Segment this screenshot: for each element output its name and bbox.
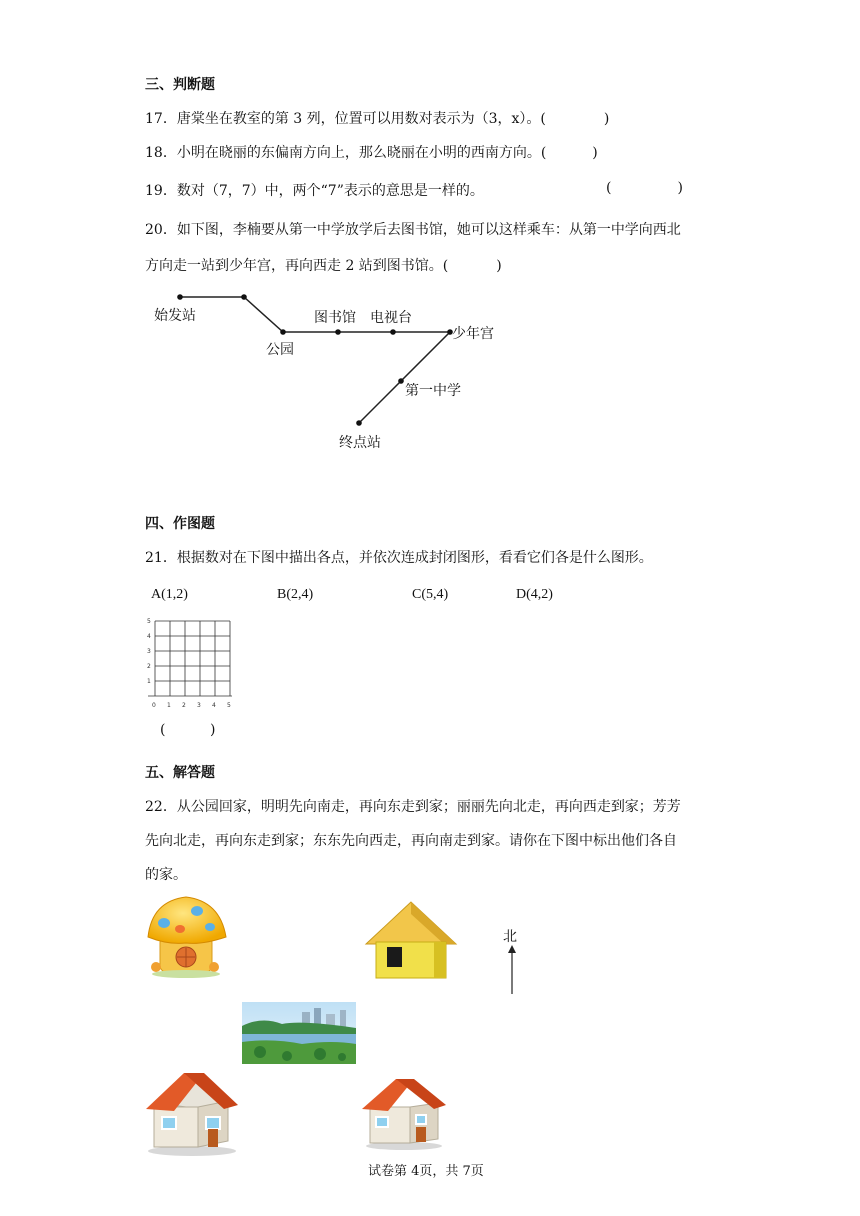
question-18-text: 18．小明在晓丽的东偏南方向上，那么晓丽在小明的西南方向。(	[145, 145, 547, 161]
turn-dot	[241, 294, 247, 300]
north-arrow-icon	[505, 944, 519, 996]
section-heading-solve: 五、解答题	[145, 765, 215, 781]
red-roof-house-right-image	[360, 1075, 448, 1151]
station-dot-end	[356, 420, 362, 426]
north-label: 北	[503, 929, 517, 945]
question-17-text: 17．唐棠坐在教室的第 3 列，位置可以用数对表示为（3，x）。(	[145, 111, 546, 127]
point-c: C(5,4)	[412, 587, 449, 602]
label-tv-station: 电视台	[370, 310, 412, 326]
label-school: 第一中学	[405, 383, 461, 399]
y-tick-5: 5	[147, 618, 151, 625]
answer-blank-21[interactable]: ( )	[160, 722, 216, 738]
section-heading-drawing: 四、作图题	[145, 516, 215, 532]
x-tick-5: 5	[227, 702, 231, 709]
station-dot-park	[280, 329, 286, 335]
y-tick-3: 3	[147, 648, 151, 655]
y-tick-1: 1	[147, 678, 151, 685]
question-19-open: (	[606, 180, 612, 196]
question-17-close: )	[603, 111, 610, 127]
point-d: D(4,2)	[516, 587, 553, 602]
mushroom-house-image	[142, 893, 232, 978]
x-tick-0: 0	[152, 702, 156, 709]
red-roof-house-left-image	[144, 1069, 240, 1157]
question-19-text: 19．数对（7，7）中，两个“7”表示的意思是一样的。	[145, 183, 484, 199]
x-tick-4: 4	[212, 702, 216, 709]
park-photo	[242, 1002, 356, 1064]
point-a: A(1,2)	[151, 587, 188, 602]
question-19-close: )	[677, 180, 683, 196]
station-dot-start	[177, 294, 183, 300]
x-tick-2: 2	[182, 702, 186, 709]
question-20-close: )	[496, 258, 502, 274]
station-dot-school	[398, 378, 404, 384]
label-start-station: 始发站	[154, 308, 196, 324]
question-22-line3: 的家。	[145, 867, 187, 883]
question-22-line2: 先向北走，再向东走到家；东东先向西走，再向南走到家。请你在下图中标出他们各自	[145, 833, 677, 849]
point-b: B(2,4)	[277, 587, 314, 602]
x-tick-1: 1	[167, 702, 171, 709]
question-20-line2-text: 方向走一站到少年宫，再向西走 2 站到图书馆。(	[145, 258, 449, 274]
station-dot-library	[335, 329, 341, 335]
label-end-station: 终点站	[339, 435, 381, 451]
y-tick-4: 4	[147, 633, 151, 640]
station-dot-tv	[390, 329, 396, 335]
question-20-line1: 20．如下图，李楠要从第一中学放学后去图书馆，她可以这样乘车：从第一中学向西北	[145, 222, 681, 238]
question-22-line1: 22．从公园回家，明明先向南走，再向东走到家；丽丽先向北走，再向西走到家；芳芳	[145, 799, 681, 815]
label-park: 公园	[266, 342, 294, 358]
question-21-text: 21．根据数对在下图中描出各点，并依次连成封闭图形，看看它们各是什么图形。	[145, 550, 653, 566]
x-tick-3: 3	[197, 702, 201, 709]
label-youth-palace: 少年宫	[452, 326, 494, 342]
page-footer: 试卷第 4页，共 7页	[368, 1164, 484, 1179]
label-library: 图书馆	[314, 310, 356, 326]
y-tick-2: 2	[147, 663, 151, 670]
coordinate-grid[interactable]	[140, 615, 240, 713]
yellow-house-image	[362, 900, 460, 982]
section-heading-judgement: 三、判断题	[145, 77, 215, 93]
question-18-close: )	[592, 145, 598, 161]
